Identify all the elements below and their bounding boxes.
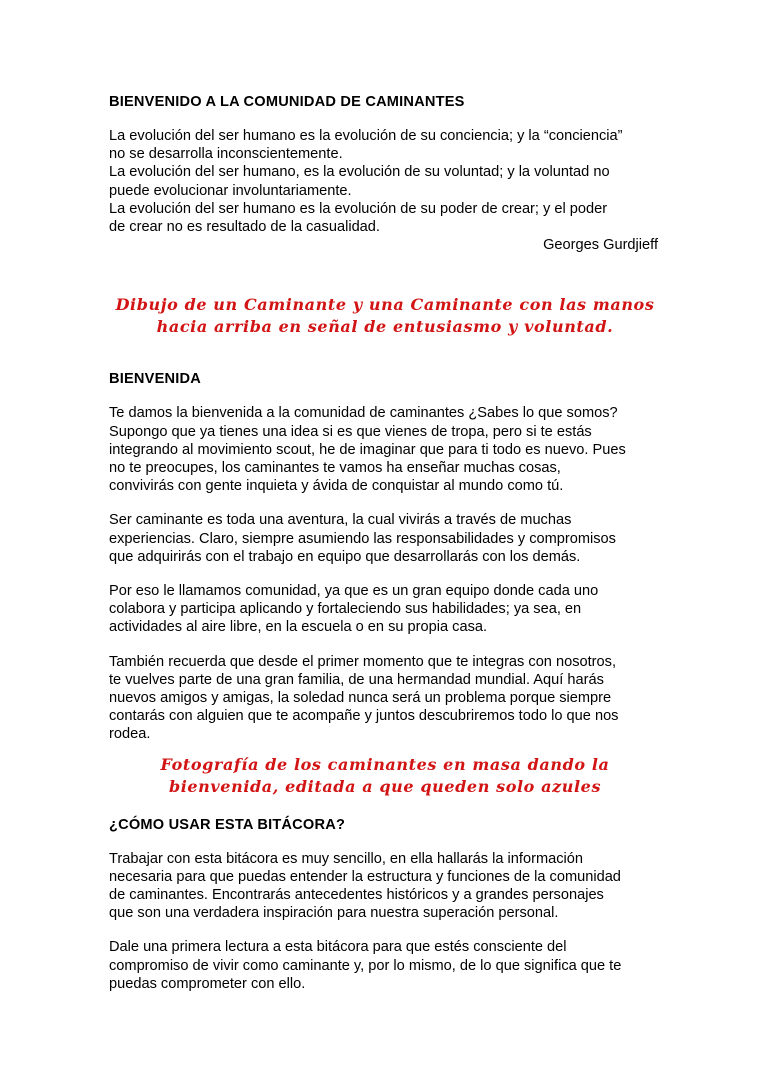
text-line: que son una verdadera inspiración para nuestra superación personal.	[109, 905, 559, 922]
text-line: nuevos amigos y amigas, la soledad nunca será un problema porque siempre	[109, 690, 612, 707]
bienvenida-paragraph-2	[109, 511, 661, 566]
text-line: integrando al movimiento scout, he de imaginar que para ti todo es nuevo. Pues	[109, 441, 626, 458]
text-line: Por eso le llamamos comunidad, ya que es un gran equipo donde cada uno	[109, 583, 599, 600]
text-line: experiencias. Claro, siempre asumiendo las responsabilidades y compromisos	[109, 530, 616, 547]
text-line: compromiso de vivir como caminante y, por lo mismo, de lo que significa que te	[109, 957, 622, 974]
quote-line: no se desarrolla inconscientemente.	[109, 146, 343, 163]
quote-line: La evolución del ser humano es la evolución de su poder de crear; y el poder	[109, 200, 608, 217]
bienvenida-paragraph-1	[109, 404, 661, 495]
text-line: necesaria para que puedas entender la estructura y funciones de la comunidad	[109, 868, 621, 885]
text-line: Trabajar con esta bitácora es muy sencillo, en ella hallarás la información	[109, 850, 583, 867]
placeholder-line: hacia arriba en señal de entusiasmo y voluntad.	[156, 317, 614, 337]
placeholder-line: Dibujo de un Caminante y una Caminante con las manos	[115, 295, 655, 315]
page-content	[109, 93, 661, 993]
text-line: contarás con alguien que te acompañe y juntos descubriremos todo lo que nos	[109, 708, 619, 725]
bienvenida-heading: BIENVENIDA	[109, 371, 202, 388]
quote-line: puede evolucionar involuntariamente.	[109, 182, 352, 199]
quote-line: La evolución del ser humano, es la evolución de su voluntad; y la voluntad no	[109, 164, 610, 181]
text-line: Supongo que ya tienes una idea si es que vienes de tropa, pero si te estás	[109, 423, 592, 440]
text-line: actividades al aire libre, en la escuela o en su propia casa.	[109, 619, 488, 636]
text-line: rodea.	[109, 726, 151, 743]
bienvenida-paragraph-4	[109, 653, 661, 744]
text-line: no te preocupes, los caminantes te vamos ha enseñar muchas cosas,	[109, 460, 561, 477]
text-line: puedas comprometer con ello.	[109, 975, 306, 992]
bienvenida-paragraph-3	[109, 582, 661, 637]
photo-placeholder-note	[109, 754, 661, 798]
text-line: te vuelves parte de una gran familia, de una hermandad mundial. Aquí harás	[109, 671, 604, 688]
placeholder-line: Fotografía de los caminantes en masa dando la	[160, 754, 610, 774]
welcome-heading: BIENVENIDO A LA COMUNIDAD DE CAMINANTES	[109, 94, 465, 110]
text-line: Ser caminante es toda una aventura, la cual vivirás a través de muchas	[109, 512, 572, 529]
quote-author: Georges Gurdjieff	[543, 237, 658, 254]
gurdjieff-quote	[109, 127, 661, 254]
quote-line: de crear no es resultado de la casualidad.	[109, 219, 380, 236]
illustration-placeholder-note	[109, 294, 661, 338]
text-line: de caminantes. Encontrarás antecedentes históricos y a grandes personajes	[109, 887, 604, 904]
text-line: También recuerda que desde el primer momento que te integras con nosotros,	[109, 653, 617, 670]
text-line: Te damos la bienvenida a la comunidad de caminantes ¿Sabes lo que somos?	[109, 405, 618, 422]
text-line: Dale una primera lectura a esta bitácora para que estés consciente del	[109, 939, 567, 956]
bitacora-paragraph-1	[109, 850, 661, 923]
text-line: colabora y participa aplicando y fortaleciendo sus habilidades; ya sea, en	[109, 601, 582, 618]
bitacora-heading: ¿CÓMO USAR ESTA BITÁCORA?	[109, 816, 346, 833]
bitacora-paragraph-2	[109, 938, 661, 993]
text-line: convivirás con gente inquieta y ávida de conquistar al mundo como tú.	[109, 478, 564, 495]
text-line: que adquirirás con el trabajo en equipo que desarrollarás con los demás.	[109, 548, 581, 565]
placeholder-line: bienvenida, editada a que queden solo azules	[168, 776, 602, 796]
quote-line: La evolución del ser humano es la evolución de su conciencia; y la “conciencia”	[109, 128, 623, 144]
